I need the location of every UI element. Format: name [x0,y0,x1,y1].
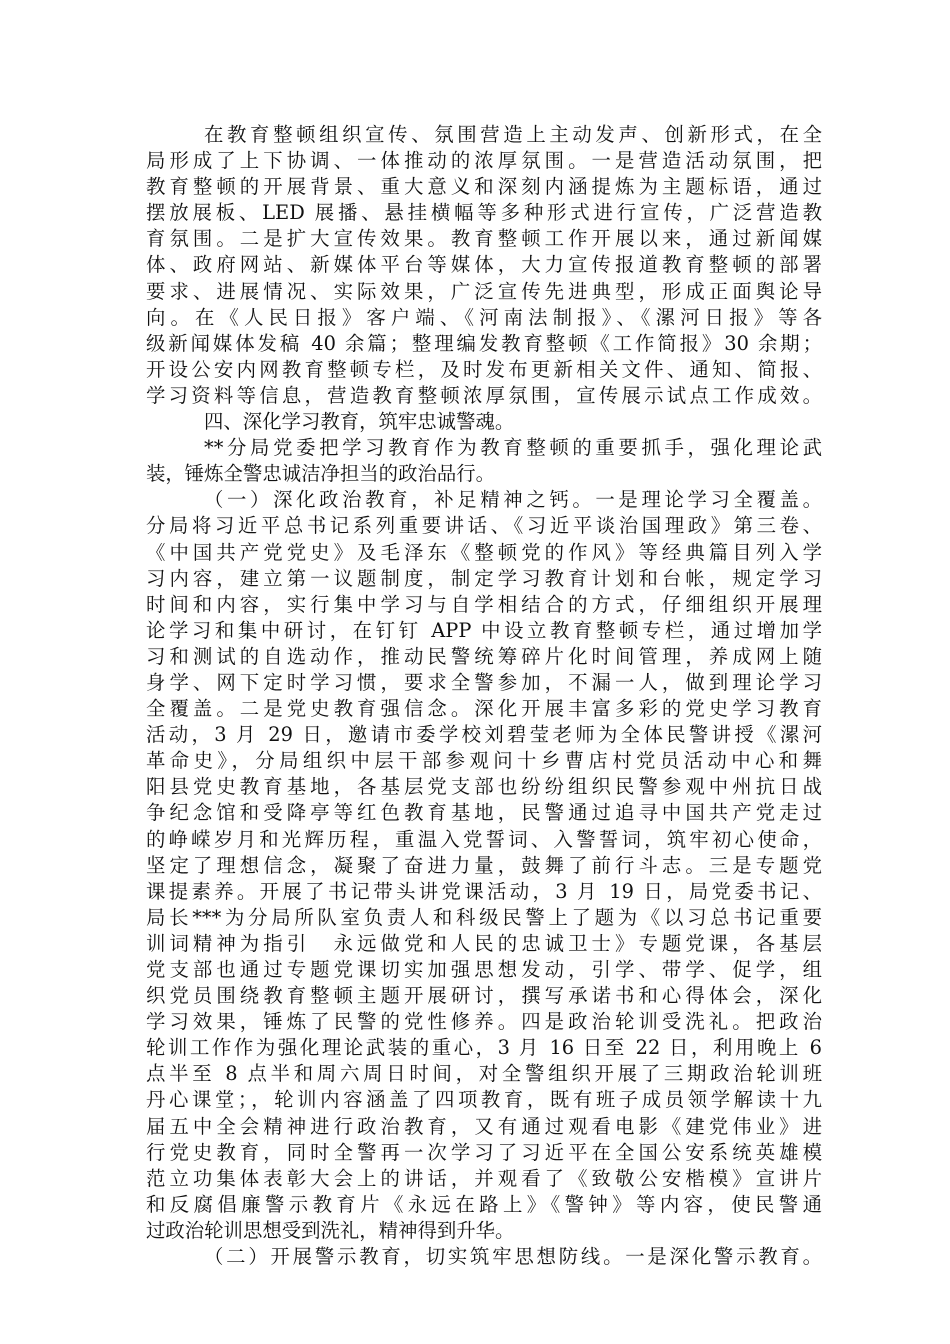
paragraph-line: 和反腐倡廉警示教育片《永远在路上》《警钟》等内容，使民警通 [146,1192,822,1216]
paragraph-line: 局长***为分局所队室负责人和科级民警上了题为《以习总书记重要 [146,905,822,929]
paragraph-line: 教育整顿的开展背景、重大意义和深刻内涵提炼为主题标语，通过 [146,175,822,199]
paragraph-line: 学习资料等信息，营造教育整顿浓厚氛围，宣传展示试点工作成效。 [146,383,822,407]
paragraph-line: 身学、网下定时学习惯，要求全警参加，不漏一人，做到理论学习 [146,670,822,694]
paragraph-line: 学习效果，锤炼了民警的党性修养。四是政治轮训受洗礼。把政治 [146,1010,822,1034]
subsection-line: （二）开展警示教育，切实筑牢思想防线。一是深化警示教育。 [204,1245,822,1269]
paragraph-line: 在教育整顿组织宣传、氛围营造上主动发声、创新形式，在全 [204,123,822,146]
paragraph-line: 丹心课堂；，轮训内容涵盖了四项教育，既有班子成员领学解读十九 [146,1088,822,1112]
paragraph-line: 《中国共产党党史》及毛泽东《整顿党的作风》等经典篇目列入学 [146,540,822,564]
paragraph-line: 的峥嵘岁月和光辉历程，重温入党誓词、入警誓词，筑牢初心使命， [146,827,822,851]
paragraph-line: 级新闻媒体发稿 40 余篇；整理编发教育整顿《工作简报》30 余期； [146,331,822,355]
paragraph-line: 开设公安内网教育整顿专栏，及时发布更新相关文件、通知、简报、 [146,357,822,381]
paragraph-line: 轮训工作作为强化理论武装的重心，3 月 16 日至 22 日，利用晚上 6 [146,1036,822,1060]
document-body [146,122,822,1270]
section-heading: 四、深化学习教育，筑牢忠诚警魂。 [204,410,515,434]
paragraph-line: 织党员围绕教育整顿主题开展研讨，撰写承诺书和心得体会，深化 [146,984,822,1008]
paragraph-line: 革命史》，分局组织中层干部参观问十乡曹店村党员活动中心和舞 [146,749,822,773]
paragraph-line: 论学习和集中研讨，在钉钉 APP 中设立教育整顿专栏，通过增加学 [146,618,822,642]
paragraph-line: 育氛围。二是扩大宣传效果。教育整顿工作开展以来，通过新闻媒 [146,227,822,251]
subsection-line: （一）深化政治教育，补足精神之钙。一是理论学习全覆盖。 [204,488,822,512]
paragraph-line: 装，锤炼全警忠诚洁净担当的政治品行。 [146,462,496,486]
paragraph-line: 体、政府网站、新媒体平台等媒体，大力宣传报道教育整顿的部署 [146,253,822,277]
paragraph-line: 课提素养。开展了书记带头讲党课活动，3 月 19 日，局党委书记、 [146,879,822,903]
paragraph-line: 时间和内容，实行集中学习与自学相结合的方式，仔细组织开展理 [146,592,822,616]
paragraph-line: 局形成了上下协调、一体推动的浓厚氛围。一是营造活动氛围，把 [146,149,822,173]
paragraph-line: 分局将习近平总书记系列重要讲话、《习近平谈治国理政》第三卷、 [146,514,822,538]
paragraph-line: 摆放展板、LED 展播、悬挂横幅等多种形式进行宣传，广泛营造教 [146,201,822,225]
paragraph-line: 习内容，建立第一议题制度，制定学习教育计划和台帐，规定学习 [146,566,822,590]
paragraph-line: **分局党委把学习教育作为教育整顿的重要抓手，强化理论武 [204,436,822,460]
paragraph-line: 行党史教育，同时全警再一次学习了习近平在全国公安系统英雄模 [146,1140,822,1164]
paragraph-line: 习和测试的自选动作，推动民警统筹碎片化时间管理，养成网上随 [146,644,822,668]
paragraph-line: 争纪念馆和受降亭等红色教育基地，民警通过追寻中国共产党走过 [146,801,822,825]
paragraph-line: 向。在《人民日报》客户端、《河南法制报》、《漯河日报》等各 [146,305,822,329]
paragraph-line: 阳县党史教育基地，各基层党支部也纷纷组织民警参观中州抗日战 [146,775,822,799]
paragraph-line: 坚定了理想信念，凝聚了奋进力量，鼓舞了前行斗志。三是专题党 [146,853,822,877]
paragraph-line: 要求、进展情况、实际效果，广泛宣传先进典型，形成正面舆论导 [146,279,822,303]
paragraph-line: 届五中全会精神进行政治教育，又有通过观看电影《建党伟业》进 [146,1114,822,1138]
paragraph-line: 点半至 8 点半和周六周日时间，对全警组织开展了三期政治轮训班 [146,1062,822,1086]
paragraph-line: 全覆盖。二是党史教育强信念。深化开展丰富多彩的党史学习教育 [146,697,822,721]
paragraph-line: 训词精神为指引 永远做党和人民的忠诚卫士》专题党课，各基层 [146,931,822,955]
paragraph-line: 过政治轮训思想受到洗礼，精神得到升华。 [146,1218,515,1242]
paragraph-line: 党支部也通过专题党课切实加强思想发动，引学、带学、促学，组 [146,958,822,981]
paragraph-line: 范立功集体表彰大会上的讲话，并观看了《致敬公安楷模》宣讲片 [146,1166,822,1190]
paragraph-line: 活动，3 月 29 日，邀请市委学校刘碧莹老师为全体民警讲授《漯河 [146,723,822,747]
